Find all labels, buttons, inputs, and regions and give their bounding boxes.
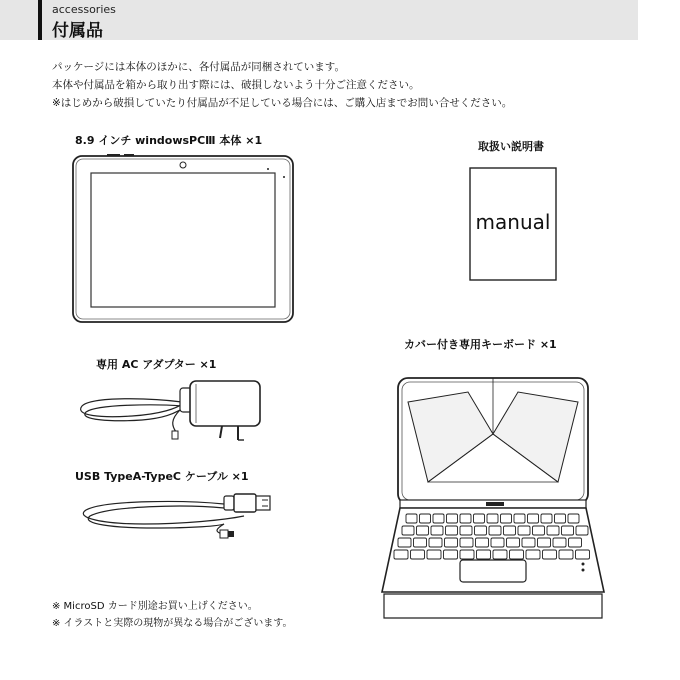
keyboard-key	[420, 514, 431, 523]
notes	[52, 598, 292, 632]
keyboard-key	[568, 514, 579, 523]
keyboard-label: カバー付き専用キーボード ×1	[404, 338, 557, 351]
keyboard-key	[431, 526, 443, 535]
keyboard-key	[526, 550, 540, 559]
keyboard-key	[562, 526, 574, 535]
keyboard-key	[475, 526, 487, 535]
keyboard-key	[501, 514, 512, 523]
keyboard-key	[555, 514, 566, 523]
keyboard-key	[507, 538, 520, 547]
keyboard-key	[460, 514, 471, 523]
keyboard-key	[533, 526, 545, 535]
keyboard-key	[553, 538, 566, 547]
keyboard-key	[518, 526, 530, 535]
keyboard-key	[487, 514, 498, 523]
manual-illustration	[469, 167, 557, 281]
usb-cable-illustration	[74, 490, 274, 550]
keyboard-key	[491, 538, 504, 547]
keyboard-key	[569, 538, 582, 547]
keyboard-key	[510, 550, 524, 559]
tablet-illustration	[72, 155, 294, 325]
keyboard-key	[541, 514, 552, 523]
adapter-label: 専用 AC アダプター ×1	[96, 358, 217, 371]
keyboard-key	[543, 550, 557, 559]
keyboard-key	[547, 526, 559, 535]
page-title: 付属品	[52, 21, 103, 41]
ac-adapter-illustration	[72, 378, 272, 448]
keyboard-key	[402, 526, 414, 535]
keyboard-key	[429, 538, 442, 547]
keyboard-key	[417, 526, 429, 535]
keyboard-cover-illustration	[378, 372, 610, 640]
intro-line: パッケージには本体のほかに、各付属品が同梱されています。	[52, 61, 345, 73]
keyboard-key	[522, 538, 535, 547]
keyboard-key	[398, 538, 411, 547]
keyboard-key	[474, 514, 485, 523]
keyboard-key	[394, 550, 408, 559]
keyboard-key	[414, 538, 427, 547]
keyboard-key	[447, 514, 458, 523]
keyboard-key	[460, 538, 473, 547]
keyboard-key	[504, 526, 516, 535]
keyboard-key	[411, 550, 425, 559]
keyboard-key	[476, 538, 489, 547]
keyboard-key	[446, 526, 458, 535]
keyboard-key	[493, 550, 507, 559]
keyboard-key	[444, 550, 458, 559]
keyboard-key	[477, 550, 491, 559]
keyboard-key	[538, 538, 551, 547]
tablet-label: 8.9 インチ windowsPCⅢ 本体 ×1	[75, 134, 263, 147]
header-subtitle: accessories	[52, 3, 116, 16]
header-accent-bar	[38, 0, 42, 40]
keyboard-key	[427, 550, 441, 559]
keyboard-key	[445, 538, 458, 547]
intro-line: 本体や付属品を箱から取り出す際には、破損しないよう十分ご注意ください。	[52, 79, 420, 91]
note-line: ※ イラストと実際の現物が異なる場合がございます。	[52, 618, 293, 629]
intro-line: ※はじめから破損していたり付属品が不足している場合には、ご購入店までお問い合せください。	[52, 97, 513, 109]
keyboard-key	[460, 550, 474, 559]
cable-label: USB TypeA-TypeC ケーブル ×1	[75, 470, 249, 483]
keyboard-key	[576, 550, 590, 559]
intro-text	[52, 58, 512, 112]
keyboard-key	[460, 526, 472, 535]
keyboard-key	[514, 514, 525, 523]
manual-label: 取扱い説明書	[478, 140, 544, 153]
note-line: ※ MicroSD カード別途お買い上げください。	[52, 601, 258, 612]
manual-cover-text: manual	[475, 210, 551, 234]
keyboard-key	[406, 514, 417, 523]
keyboard-key	[433, 514, 444, 523]
keyboard-key	[559, 550, 573, 559]
keyboard-key	[489, 526, 501, 535]
keyboard-key	[576, 526, 588, 535]
keyboard-key	[528, 514, 539, 523]
